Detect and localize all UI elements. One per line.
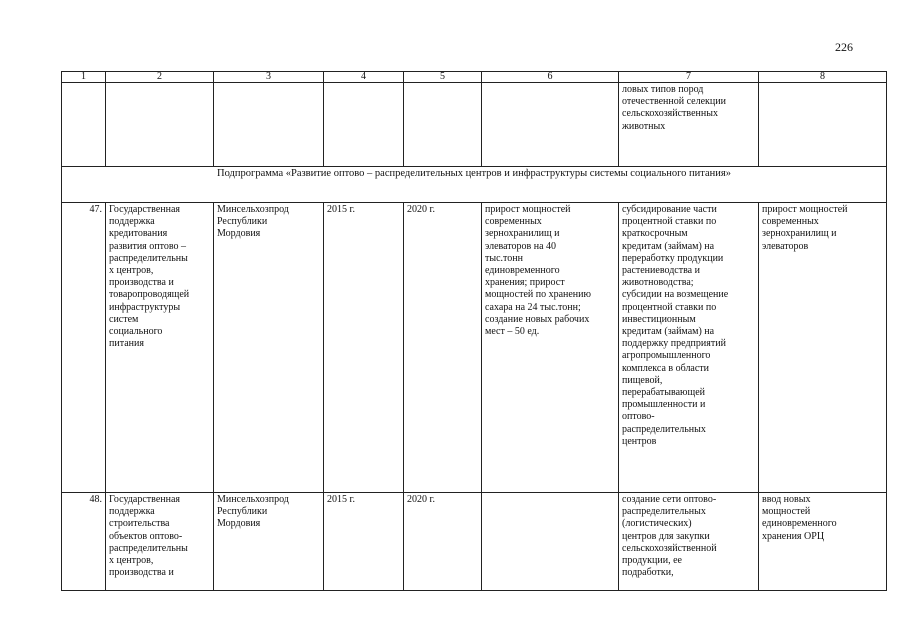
- measures-cell: субсидирование части процентной ставки по краткосрочным кредитам (займам) на переработку продукции растениеводства и животноводства; субсидии на возмещение процентной ставки по инвестиционным кредитам (займам) на поддержку предприятий агропромышленного комплекса в области пищевой, перерабатывающей промышленности и оптово- распределительных центров: [619, 203, 759, 493]
- end-year: 2020 г.: [404, 203, 482, 493]
- start-year: 2015 г.: [324, 493, 404, 591]
- column-number-row: [62, 72, 887, 83]
- measures-cell: создание сети оптово- распределительных (логистических) центров для закупки сельскохозяйственной продукции, ее подработки,: [619, 493, 759, 591]
- empty-cell: [106, 83, 214, 167]
- activity-name: Государственная поддержка строительства объектов оптово- распределительны х центров, производства и: [106, 493, 214, 591]
- subprogram-title: Подпрограмма «Развитие оптово – распределительных центров и инфраструктуры системы социального питания»: [62, 167, 887, 203]
- executor: Минсельхозпрод Республики Мордовия: [214, 493, 324, 591]
- empty-cell: [214, 83, 324, 167]
- column-number: 6: [482, 72, 619, 83]
- column-number: 1: [62, 72, 106, 83]
- column-number: 5: [404, 72, 482, 83]
- end-year: 2020 г.: [404, 493, 482, 591]
- page-number: 226: [835, 40, 853, 54]
- column-number: 2: [106, 72, 214, 83]
- empty-cell: [482, 83, 619, 167]
- expected-result: прирост мощностей современных зернохранилищ и элеваторов на 40 тыс.тонн единовременного хранения; прирост мощностей по хранению сахара на 24 тыс.тонн; создание новых рабочих мест – 50 ед.: [482, 203, 619, 493]
- subprogram-row: [62, 167, 887, 203]
- continuation-row: [62, 83, 887, 167]
- program-table: [61, 71, 887, 591]
- column-number: 7: [619, 72, 759, 83]
- expected-result: [482, 493, 619, 591]
- row-number: 48.: [62, 493, 106, 591]
- measures-cell: ловых типов пород отечественной селекции сельскохозяйственных животных: [619, 83, 759, 167]
- start-year: 2015 г.: [324, 203, 404, 493]
- row-number: 47.: [62, 203, 106, 493]
- empty-cell: [759, 83, 887, 167]
- activity-name: Государственная поддержка кредитования развития оптово – распределительны х центров, производства и товаропроводящей инфраструктуры систем социального питания: [106, 203, 214, 493]
- column-number: 3: [214, 72, 324, 83]
- column-number: 4: [324, 72, 404, 83]
- table-row: [62, 203, 887, 493]
- indicators-cell: прирост мощностей современных зернохранилищ и элеваторов: [759, 203, 887, 493]
- column-number: 8: [759, 72, 887, 83]
- empty-cell: [404, 83, 482, 167]
- table-row: [62, 493, 887, 591]
- executor: Минсельхозпрод Республики Мордовия: [214, 203, 324, 493]
- empty-cell: [62, 83, 106, 167]
- indicators-cell: ввод новых мощностей единовременного хранения ОРЦ: [759, 493, 887, 591]
- empty-cell: [324, 83, 404, 167]
